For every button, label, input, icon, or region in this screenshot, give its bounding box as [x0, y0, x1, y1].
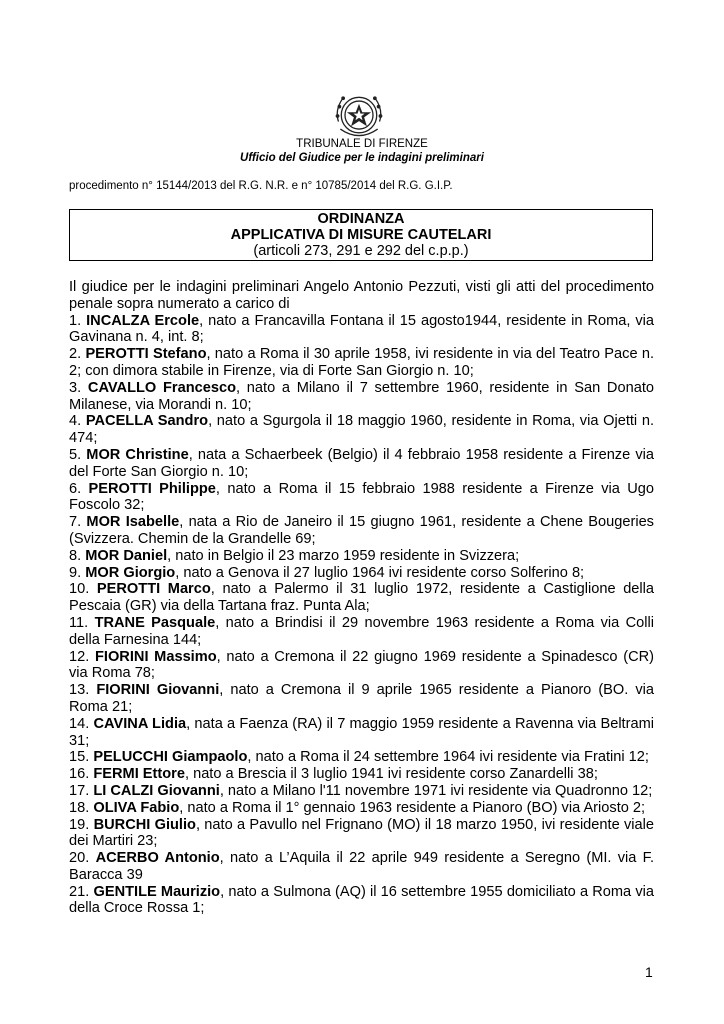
defendant-entry [69, 800, 654, 817]
defendant-number: 2. [69, 346, 86, 363]
order-title-box [69, 209, 653, 261]
defendant-details: , nato a Francavilla Fontana il 15 agosto1944, residente in Roma, via Gavinana n. 4, int. 8; [69, 312, 654, 346]
order-title: ORDINANZA [317, 211, 405, 227]
defendant-number: 5. [69, 446, 87, 463]
defendant-name: MOR Christine [86, 446, 189, 463]
defendant-number: 12. [69, 648, 95, 665]
defendant-name: PELUCCHI Giampaolo [93, 749, 248, 766]
defendant-entry [69, 413, 654, 447]
defendant-name: OLIVA Fabio [93, 799, 180, 816]
defendant-entry [69, 817, 654, 851]
defendant-entry [69, 313, 654, 347]
defendant-name: FERMI Ettore [93, 766, 185, 783]
defendant-details: , nata a Faenza (RA) il 7 maggio 1959 residente a Ravenna via Beltrami 31; [69, 715, 654, 749]
defendant-entry [69, 783, 654, 800]
defendant-details: , nato a Milano l'11 novembre 1971 ivi residente via Quadronno 12; [219, 782, 653, 799]
defendants-list [69, 313, 654, 918]
defendant-details: , nato a Sulmona (AQ) il 16 settembre 1955 domiciliato a Roma via della Croce Rossa 1; [69, 883, 655, 917]
defendant-number: 14. [69, 715, 94, 732]
defendant-entry [69, 884, 654, 918]
defendant-number: 18. [69, 799, 94, 816]
defendant-number: 21. [69, 883, 94, 900]
defendant-entry [69, 346, 654, 380]
defendant-number: 11. [69, 614, 95, 631]
defendant-name: PEROTTI Philippe [88, 480, 216, 497]
procedure-reference: procedimento n° 15144/2013 del R.G. N.R. e n° 10785/2014 del R.G. G.I.P. [69, 180, 453, 192]
defendant-details: , nato a Palermo il 31 luglio 1972, residente a Castiglione della Pescaia (GR) via della Tartana fraz. Punta Ala; [69, 581, 655, 615]
defendant-details: , nato a Roma il 1° gennaio 1963 residente a Pianoro (BO) via Ariosto 2; [179, 799, 646, 816]
defendant-entry [69, 716, 654, 750]
defendant-number: 10. [69, 581, 97, 598]
document-body [69, 279, 654, 917]
defendant-details: , nato in Belgio il 23 marzo 1959 residente in Svizzera; [167, 547, 520, 564]
defendant-entry [69, 481, 654, 515]
defendant-name: FIORINI Giovanni [96, 682, 220, 699]
intro-paragraph: Il giudice per le indagini preliminari Angelo Antonio Pezzuti, visti gli atti del procedimento penale sopra numerato a carico di [69, 279, 654, 312]
defendant-number: 19. [69, 816, 94, 833]
defendant-number: 4. [69, 413, 86, 430]
defendant-details: , nato a Sgurgola il 18 maggio 1960, residente in Roma, via Ojetti n. 474; [69, 413, 655, 447]
defendant-entry [69, 548, 654, 565]
defendant-details: , nato a Brescia il 3 luglio 1941 ivi residente corso Zanardelli 38; [184, 766, 598, 783]
defendant-entry [69, 766, 654, 783]
defendant-name: CAVALLO Francesco [87, 379, 237, 396]
defendant-name: MOR Daniel [85, 547, 168, 564]
defendant-details: , nato a Cremona il 22 giugno 1969 residente a Spinadesco (CR) via Roma 78; [69, 648, 655, 682]
defendant-entry [69, 615, 654, 649]
court-name: TRIBUNALE DI FIRENZE [296, 138, 428, 150]
page-number: 1 [645, 964, 653, 980]
defendant-details: , nato a Brindisi il 29 novembre 1963 residente a Roma via Colli della Farnesina 144; [69, 614, 655, 648]
defendant-entry [69, 749, 654, 766]
defendant-entry [69, 649, 654, 683]
order-articles: (articoli 273, 291 e 292 del c.p.p.) [253, 243, 469, 259]
defendant-name: ACERBO Antonio [95, 850, 220, 867]
defendant-name: FIORINI Massimo [94, 648, 217, 665]
defendant-number: 3. [69, 379, 88, 396]
defendant-number: 20. [69, 850, 96, 867]
defendant-number: 6. [69, 480, 89, 497]
court-office: Ufficio del Giudice per le indagini preliminari [240, 152, 484, 164]
defendant-entry [69, 682, 654, 716]
defendant-name: PEROTTI Marco [96, 581, 211, 598]
defendant-entry [69, 581, 654, 615]
defendant-entry [69, 447, 654, 481]
defendant-name: CAVINA Lidia [93, 715, 187, 732]
defendant-name: PEROTTI Stefano [85, 346, 207, 363]
defendant-entry [69, 565, 654, 582]
defendant-number: 1. [69, 312, 87, 329]
defendant-number: 8. [69, 547, 86, 564]
defendant-name: GENTILE Maurizio [93, 883, 221, 900]
defendant-details: , nato a Cremona il 9 aprile 1965 residente a Pianoro (BO. via Roma 21; [69, 682, 654, 715]
italian-republic-emblem-icon [331, 88, 387, 144]
defendant-name: PACELLA Sandro [85, 413, 209, 430]
defendant-entry [69, 514, 654, 548]
defendant-name: INCALZA Ercole [86, 312, 200, 329]
defendant-details: , nata a Rio de Janeiro il 15 giugno 1961, residente a Chene Bougeries (Svizzera. Chemin de la Grandelle 69; [69, 514, 654, 547]
defendant-number: 13. [69, 682, 97, 699]
defendant-details: , nata a Schaerbeek (Belgio) il 4 febbraio 1958 residente a Firenze via del Forte San Giorgio n. 10; [69, 446, 654, 480]
defendant-details: , nato a Roma il 30 aprile 1958, ivi residente in via del Teatro Pace n. 2; con dimora stabile in Firenze, via di Forte San Giorgio n. 10; [69, 346, 654, 379]
order-subtitle: APPLICATIVA DI MISURE CAUTELARI [230, 227, 492, 243]
defendant-name: LI CALZI Giovanni [93, 782, 220, 799]
defendant-number: 15. [69, 749, 94, 766]
defendant-details: , nato a Milano il 7 settembre 1960, residente in San Donato Milanese, via Morandi n. 10; [69, 379, 654, 413]
defendant-details: , nato a Genova il 27 luglio 1964 ivi residente corso Solferino 8; [175, 564, 585, 581]
defendant-number: 9. [69, 564, 86, 581]
defendant-name: BURCHI Giulio [93, 816, 196, 833]
defendant-entry [69, 850, 654, 884]
defendant-number: 7. [69, 514, 87, 531]
defendant-name: MOR Isabelle [86, 514, 180, 531]
defendant-number: 17. [69, 782, 94, 799]
defendant-details: , nato a L’Aquila il 22 aprile 949 residente a Seregno (MI. via F. Baracca 39 [69, 850, 655, 883]
defendant-details: , nato a Roma il 24 settembre 1964 ivi residente via Fratini 12; [247, 749, 649, 766]
defendant-details: , nato a Pavullo nel Frignano (MO) il 18 marzo 1950, ivi residente viale dei Martiri 23; [69, 816, 654, 850]
defendant-name: TRANE Pasquale [94, 614, 216, 631]
defendant-entry [69, 380, 654, 414]
defendant-number: 16. [69, 766, 94, 783]
defendant-name: MOR Giorgio [85, 564, 176, 581]
defendant-details: , nato a Roma il 15 febbraio 1988 residente a Firenze via Ugo Foscolo 32; [69, 480, 654, 514]
